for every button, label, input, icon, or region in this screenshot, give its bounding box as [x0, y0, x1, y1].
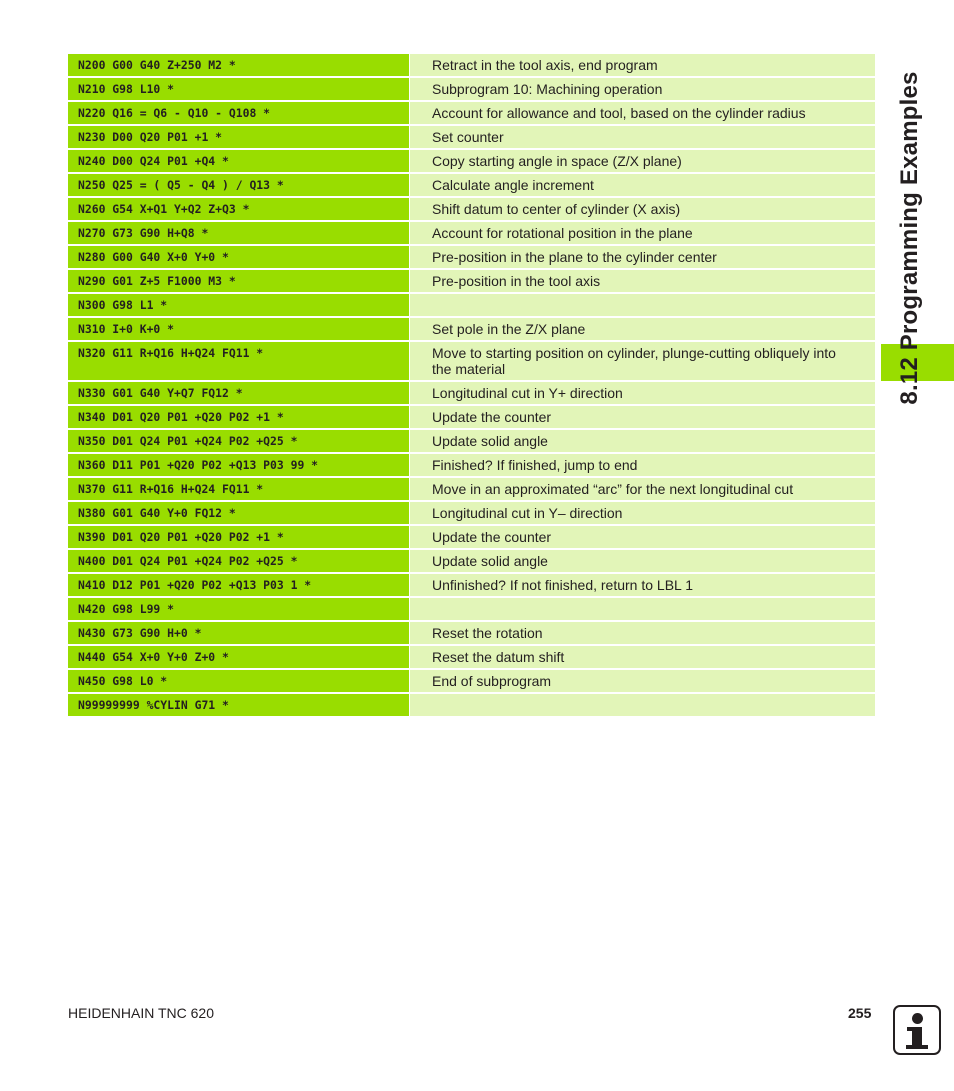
info-icon: [893, 1005, 941, 1055]
nc-code-cell: N240 D00 Q24 P01 +Q4 *: [68, 150, 409, 172]
table-row: [68, 222, 875, 244]
nc-code-cell: N200 G00 G40 Z+250 M2 *: [68, 54, 409, 76]
nc-code-cell: N440 G54 X+0 Y+0 Z+0 *: [68, 646, 409, 668]
nc-code-cell: N290 G01 Z+5 F1000 M3 *: [68, 270, 409, 292]
table-row: [68, 502, 875, 524]
nc-code-cell: N320 G11 R+Q16 H+Q24 FQ11 *: [68, 342, 409, 380]
nc-code-cell: N430 G73 G90 H+0 *: [68, 622, 409, 644]
nc-code-cell: N99999999 %CYLIN G71 *: [68, 694, 409, 716]
section-title-text: 8.12 Programming Examples: [896, 71, 923, 405]
description-cell: [410, 598, 875, 620]
description-cell: End of subprogram: [410, 670, 875, 692]
description-cell: Update the counter: [410, 526, 875, 548]
table-row: [68, 174, 875, 196]
description-cell: Account for allowance and tool, based on the cylinder radius: [410, 102, 875, 124]
description-cell: Update solid angle: [410, 550, 875, 572]
nc-code-cell: N400 D01 Q24 P01 +Q24 P02 +Q25 *: [68, 550, 409, 572]
table-row: [68, 102, 875, 124]
nc-code-cell: N420 G98 L99 *: [68, 598, 409, 620]
table-row: [68, 270, 875, 292]
description-cell: Retract in the tool axis, end program: [410, 54, 875, 76]
nc-code-cell: N450 G98 L0 *: [68, 670, 409, 692]
table-row: [68, 478, 875, 500]
nc-code-cell: N390 D01 Q20 P01 +Q20 P02 +1 *: [68, 526, 409, 548]
table-row: [68, 54, 875, 76]
nc-code-cell: N380 G01 G40 Y+0 FQ12 *: [68, 502, 409, 524]
table-row: [68, 526, 875, 548]
program-table: [68, 54, 875, 718]
table-row: [68, 598, 875, 620]
description-cell: Reset the rotation: [410, 622, 875, 644]
nc-code-cell: N270 G73 G90 H+Q8 *: [68, 222, 409, 244]
nc-code-cell: N220 Q16 = Q6 - Q10 - Q108 *: [68, 102, 409, 124]
page-number: 255: [848, 1005, 872, 1021]
description-cell: [410, 294, 875, 316]
nc-code-cell: N370 G11 R+Q16 H+Q24 FQ11 *: [68, 478, 409, 500]
table-row: [68, 150, 875, 172]
description-cell: Longitudinal cut in Y– direction: [410, 502, 875, 524]
nc-code-cell: N350 D01 Q24 P01 +Q24 P02 +Q25 *: [68, 430, 409, 452]
nc-code-cell: N230 D00 Q20 P01 +1 *: [68, 126, 409, 148]
footer-title: HEIDENHAIN TNC 620: [68, 1005, 215, 1021]
table-row: [68, 294, 875, 316]
description-cell: Shift datum to center of cylinder (X axis): [410, 198, 875, 220]
table-row: [68, 430, 875, 452]
table-row: [68, 406, 875, 428]
nc-code-cell: N300 G98 L1 *: [68, 294, 409, 316]
nc-code-cell: N260 G54 X+Q1 Y+Q2 Z+Q3 *: [68, 198, 409, 220]
table-row: [68, 78, 875, 100]
table-row: [68, 318, 875, 340]
description-cell: Pre-position in the plane to the cylinder center: [410, 246, 875, 268]
description-cell: Copy starting angle in space (Z/X plane): [410, 150, 875, 172]
description-cell: Move to starting position on cylinder, plunge-cutting obliquely into the material: [410, 342, 875, 380]
table-row: [68, 646, 875, 668]
nc-code-cell: N360 D11 P01 +Q20 P02 +Q13 P03 99 *: [68, 454, 409, 476]
description-cell: Calculate angle increment: [410, 174, 875, 196]
nc-code-cell: N210 G98 L10 *: [68, 78, 409, 100]
table-row: [68, 342, 875, 380]
description-cell: [410, 694, 875, 716]
description-cell: Set counter: [410, 126, 875, 148]
table-row: [68, 246, 875, 268]
nc-code-cell: N410 D12 P01 +Q20 P02 +Q13 P03 1 *: [68, 574, 409, 596]
table-row: [68, 454, 875, 476]
description-cell: Update the counter: [410, 406, 875, 428]
description-cell: Unfinished? If not finished, return to LBL 1: [410, 574, 875, 596]
description-cell: Update solid angle: [410, 430, 875, 452]
table-row: [68, 670, 875, 692]
description-cell: Finished? If finished, jump to end: [410, 454, 875, 476]
description-cell: Set pole in the Z/X plane: [410, 318, 875, 340]
table-row: [68, 198, 875, 220]
nc-code-cell: N330 G01 G40 Y+Q7 FQ12 *: [68, 382, 409, 404]
description-cell: Subprogram 10: Machining operation: [410, 78, 875, 100]
nc-code-cell: N340 D01 Q20 P01 +Q20 P02 +1 *: [68, 406, 409, 428]
description-cell: Reset the datum shift: [410, 646, 875, 668]
description-cell: Pre-position in the tool axis: [410, 270, 875, 292]
table-row: [68, 382, 875, 404]
nc-code-cell: N280 G00 G40 X+0 Y+0 *: [68, 246, 409, 268]
nc-code-cell: N310 I+0 K+0 *: [68, 318, 409, 340]
table-row: [68, 550, 875, 572]
table-row: [68, 126, 875, 148]
description-cell: Move in an approximated “arc” for the next longitudinal cut: [410, 478, 875, 500]
table-row: [68, 622, 875, 644]
nc-code-cell: N250 Q25 = ( Q5 - Q4 ) / Q13 *: [68, 174, 409, 196]
description-cell: Account for rotational position in the plane: [410, 222, 875, 244]
table-row: [68, 574, 875, 596]
description-cell: Longitudinal cut in Y+ direction: [410, 382, 875, 404]
table-row: [68, 694, 875, 716]
